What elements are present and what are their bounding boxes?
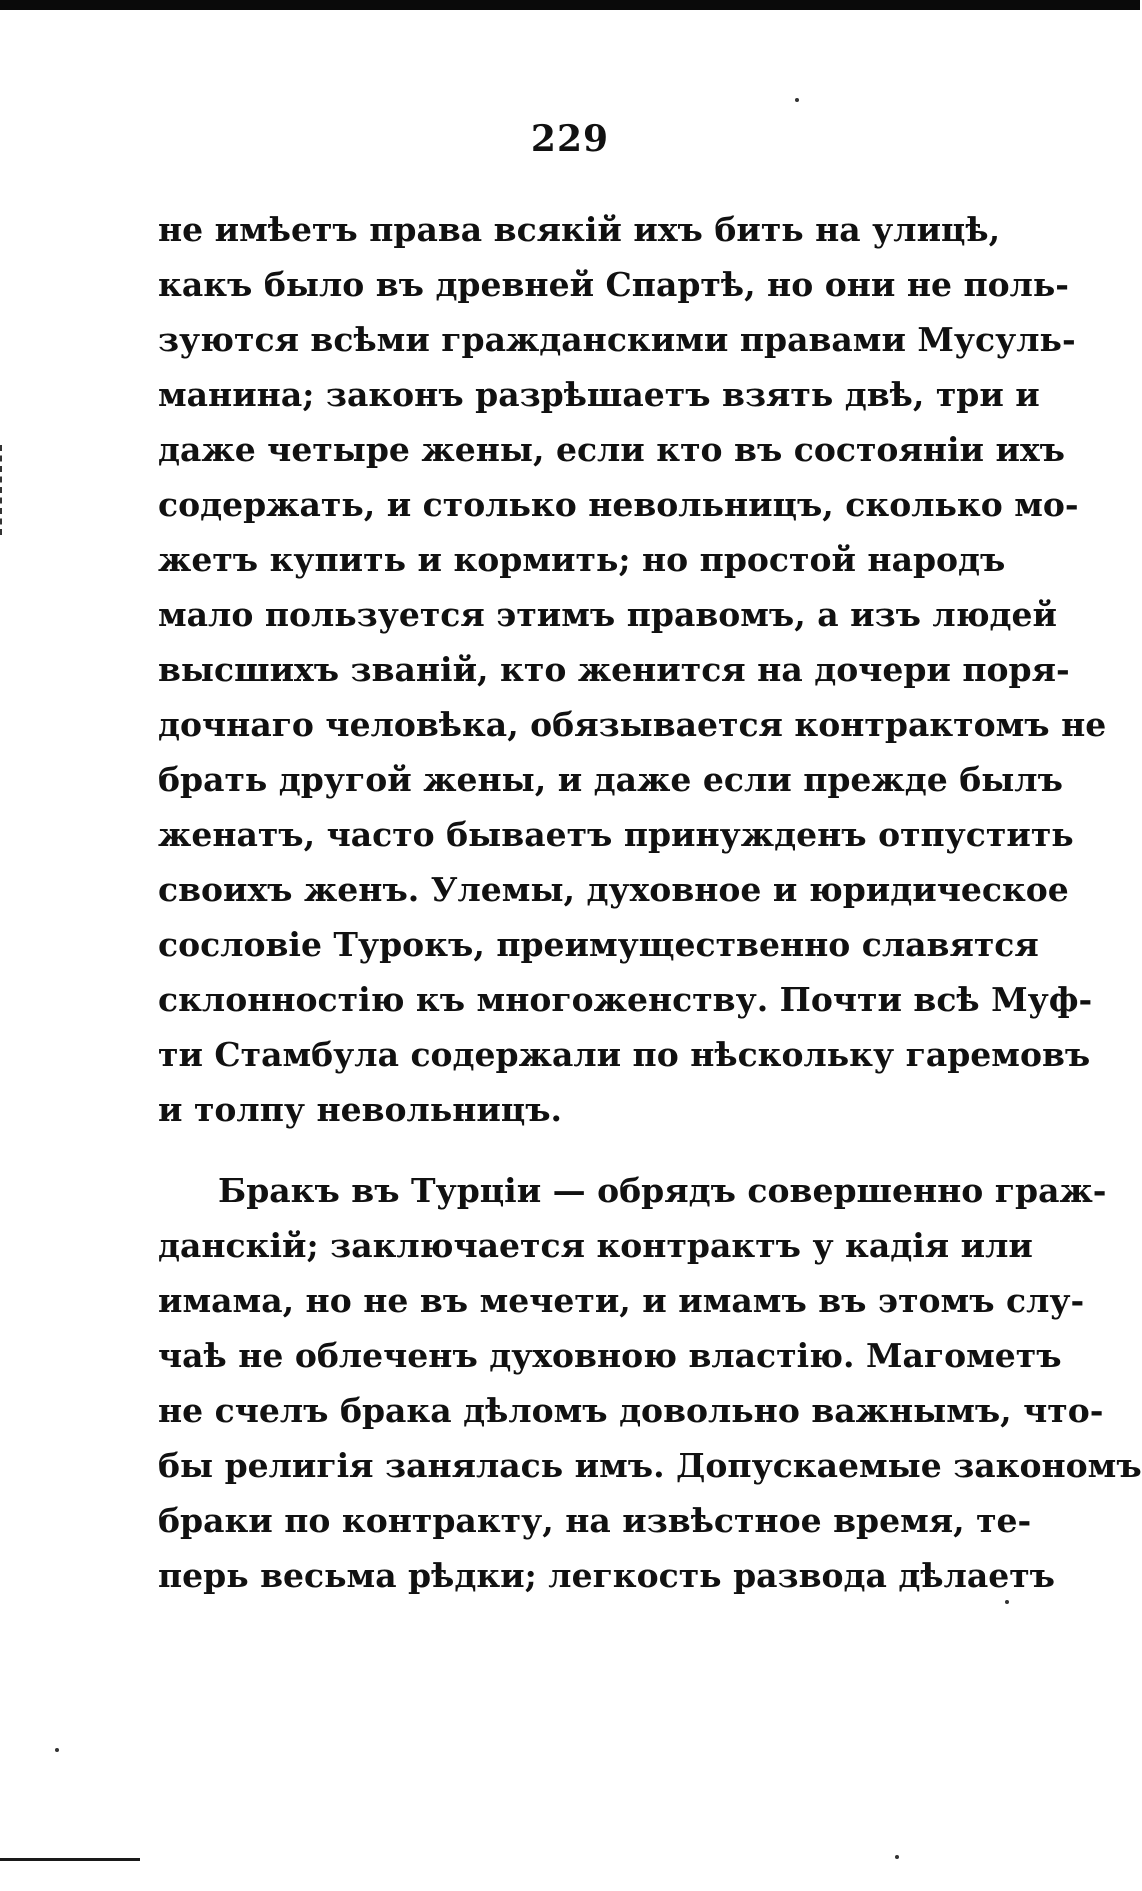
scan-speck [55, 1748, 59, 1752]
text-line: склонностію къ многоженству. Почти всѣ Муф- [158, 980, 1093, 1019]
scan-speck [895, 1855, 899, 1859]
page-number: 229 [530, 118, 610, 160]
text-line: чаѣ не облеченъ духовною властію. Магометъ [158, 1336, 1062, 1375]
scan-edge-marks [0, 445, 6, 535]
text-line: даже четыре жены, если кто въ состояніи ихъ [158, 430, 1065, 469]
text-line: Бракъ въ Турціи — обрядъ совершенно граж- [218, 1171, 1107, 1210]
page-text [158, 202, 1142, 1603]
text-line: жетъ купить и кормить; но простой народъ [158, 540, 1006, 579]
text-line: содержать, и столько невольницъ, сколько мо- [158, 485, 1079, 524]
paragraph-gap [158, 1137, 990, 1163]
text-line: зуются всѣми гражданскими правами Мусуль- [158, 320, 1076, 359]
text-line: перь весьма рѣдки; легкость развода дѣлаетъ [158, 1556, 1055, 1595]
text-line: не имѣетъ права всякій ихъ бить на улицѣ, [158, 210, 1001, 249]
paragraph-2 [158, 1163, 1142, 1603]
paragraph-1 [158, 202, 1107, 1137]
text-line: какъ было въ древней Спартѣ, но они не поль- [158, 265, 1069, 304]
text-line: имама, но не въ мечети, и имамъ въ этомъ слу- [158, 1281, 1085, 1320]
scan-top-border [0, 0, 1140, 10]
scan-bottom-rule [0, 1858, 140, 1861]
text-line: и толпу невольницъ. [158, 1090, 563, 1129]
text-line: ти Стамбула содержали по нѣскольку гаремовъ [158, 1035, 1091, 1074]
text-line: женатъ, часто бываетъ принужденъ отпустить [158, 815, 1074, 854]
text-line: мало пользуется этимъ правомъ, а изъ людей [158, 595, 1058, 634]
text-line: своихъ женъ. Улемы, духовное и юридическое [158, 870, 1069, 909]
text-line: данскій; заключается контрактъ у кадія или [158, 1226, 1033, 1265]
scan-speck [1005, 1600, 1009, 1604]
text-line: браки по контракту, на извѣстное время, те- [158, 1501, 1032, 1540]
text-line: брать другой жены, и даже если прежде былъ [158, 760, 1063, 799]
text-line: не счелъ брака дѣломъ довольно важнымъ, что- [158, 1391, 1104, 1430]
text-line: дочнаго человѣка, обязывается контрактомъ не [158, 705, 1107, 744]
scan-speck [795, 98, 799, 102]
text-line: бы религія занялась имъ. Допускаемые закономъ [158, 1446, 1142, 1485]
text-line: сословіе Турокъ, преимущественно славятся [158, 925, 1039, 964]
text-line: манина; законъ разрѣшаетъ взять двѣ, три и [158, 375, 1040, 414]
text-line: высшихъ званій, кто женится на дочери поря- [158, 650, 1070, 689]
